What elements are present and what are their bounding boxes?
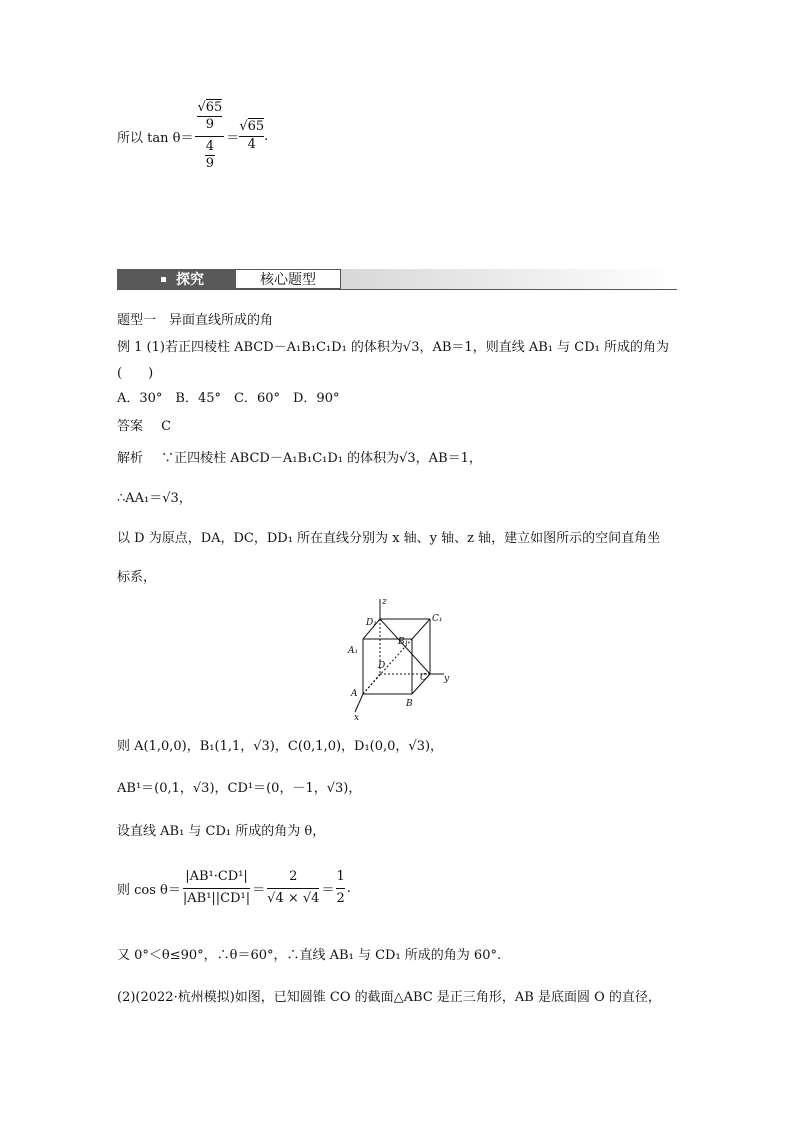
label-A1: A₁	[348, 646, 359, 656]
label-D1: D₁	[366, 618, 377, 628]
cos-frac-num: |AB¹·CD¹|	[185, 869, 248, 885]
analysis-line-1	[117, 447, 482, 466]
section-banner	[117, 269, 677, 289]
cos-formula: 则 cos θ＝ $\frac{\text{|AB¹·CD¹|}}{\text{|AB¹||CD¹|}}$ ＝ $\frac{2}{√4 \times √4}$ ＝ $\frac{1}{2}$ .	[117, 869, 351, 906]
top-formula-prefix: 所以 tan θ＝	[117, 130, 194, 146]
example-label: 例 1	[117, 340, 143, 355]
label-B1: B₁	[398, 637, 409, 647]
cos-result-den: 2	[336, 890, 345, 906]
analysis-line-4: 标系，	[117, 570, 157, 585]
banner-gradient	[341, 269, 677, 289]
top-formula	[117, 96, 268, 176]
example-part2: (2)(2022·杭州模拟)如图，已知圆锥 CO 的截面△ABC 是正三角形，AB 是底面圆 O 的直径，	[117, 990, 661, 1005]
r-den: 4	[247, 136, 256, 152]
example-part1	[117, 336, 669, 355]
label-C1: C₁	[432, 614, 443, 624]
analysis-line-2: ∴AA₁＝√3，	[117, 491, 192, 506]
label-A: A	[351, 689, 358, 699]
n-den: 9	[205, 117, 215, 133]
label-C: C	[420, 673, 427, 683]
big-fraction: $\frac{\frac{√65}{9}}{\frac{4}{9}}$	[197, 100, 223, 171]
n-num: 65	[205, 100, 223, 115]
top-formula-eq: ＝	[226, 130, 240, 146]
analysis-label: 解析	[117, 451, 144, 466]
cos-fraction-3	[336, 869, 344, 907]
result-fraction: $\frac{√65}{4}$	[239, 119, 265, 152]
options: A．30° B．45° C．60° D．90°	[117, 391, 340, 406]
cos-mid-den: √4 × √4	[267, 890, 320, 906]
banner-underline	[117, 289, 677, 290]
analysis-line-3: 以 D 为原点，DA，DC，DD₁ 所在直线分别为 x 轴、y 轴、z 轴，建立如图所示的空间直角坐	[117, 531, 661, 546]
angle-def: 设直线 AB₁ 与 CD₁ 所成的角为 θ，	[117, 824, 326, 839]
d-den: 9	[205, 155, 215, 171]
cos-result-num: 1	[336, 869, 345, 885]
axis-z-label: z	[382, 597, 387, 607]
label-B: B	[406, 699, 413, 709]
banner-label-1: 探究	[176, 272, 204, 288]
d-num: 4	[205, 138, 215, 154]
banner-label-2: 核心题型	[235, 269, 341, 289]
r-num: 65	[247, 119, 265, 135]
square-bullet-icon	[161, 277, 166, 282]
example-part1-text: (1)若正四棱柱 ABCD－A₁B₁C₁D₁ 的体积为√3，AB＝1，则直线 AB₁ 与 CD₁ 所成的角为	[146, 340, 669, 355]
cos-fraction-2	[267, 869, 319, 907]
axis-y-label: y	[444, 674, 450, 684]
cos-prefix: 则 cos θ＝	[117, 882, 181, 898]
cos-fraction-1	[183, 869, 250, 907]
cube-coordinate-figure	[340, 594, 460, 724]
analysis-line-1-text: ∵正四棱柱 ABCD－A₁B₁C₁D₁ 的体积为√3，AB＝1，	[161, 451, 482, 466]
answer-row	[117, 415, 171, 434]
answer-label: 答案	[117, 419, 144, 434]
coords-line: 则 A(1,0,0)，B₁(1,1，√3)，C(0,1,0)，D₁(0,0，√3)，	[117, 739, 444, 754]
conclusion: 又 0°＜θ≤90°，∴θ＝60°，∴直线 AB₁ 与 CD₁ 所成的角为 60°.	[117, 948, 502, 963]
vectors-line: AB¹＝(0,1，√3)，CD¹＝(0，－1，√3)，	[117, 781, 362, 796]
section-title: 题型一 异面直线所成的角	[117, 313, 274, 328]
cos-mid-num: 2	[289, 869, 298, 885]
answer-value: C	[161, 419, 172, 434]
top-formula-end: .	[264, 128, 269, 144]
cos-frac-den: |AB¹||CD¹|	[182, 890, 251, 906]
axis-x-label: x	[354, 713, 360, 723]
banner-dark	[117, 269, 235, 289]
label-D: D	[378, 661, 386, 671]
answer-paren: ( )	[117, 366, 154, 381]
